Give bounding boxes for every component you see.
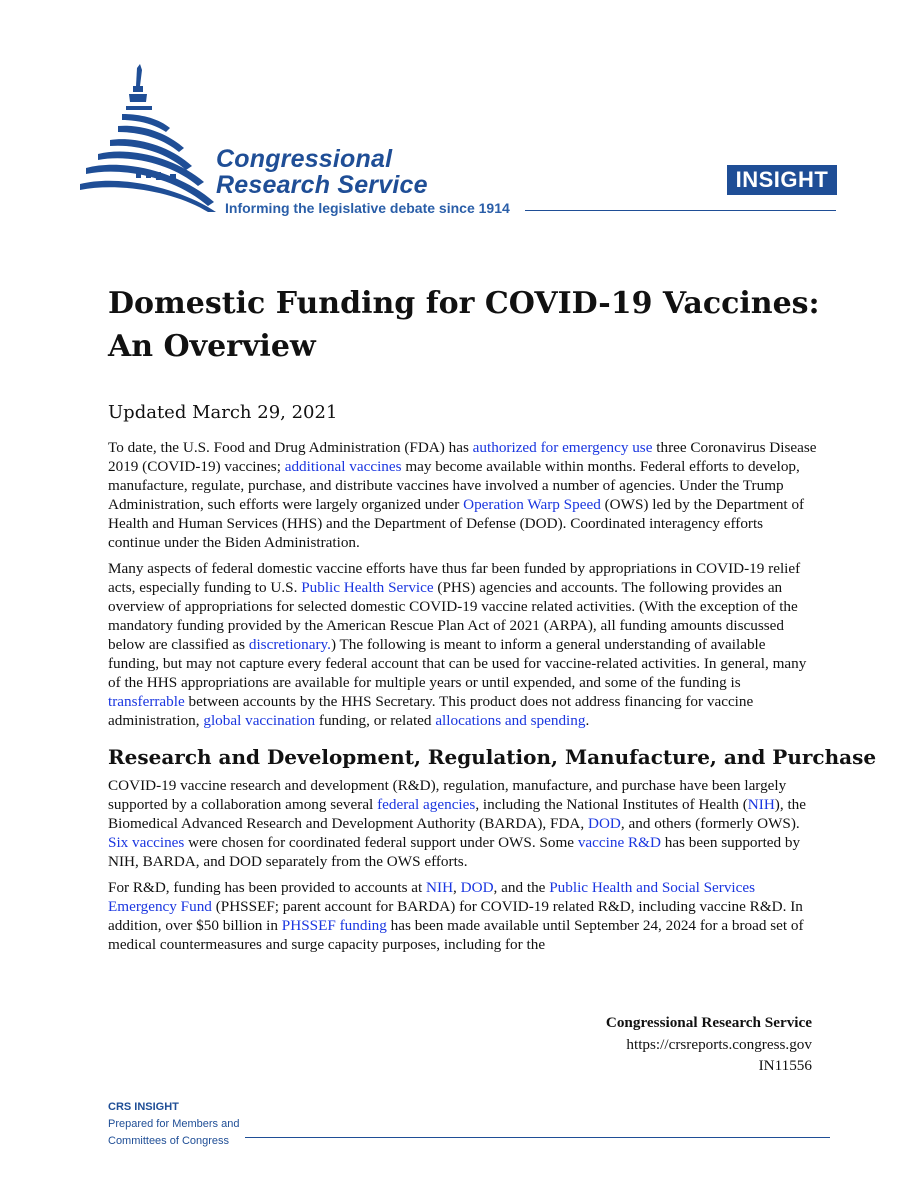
title-line-1: Domestic Funding for COVID-19 Vaccines:	[108, 286, 820, 321]
hyperlink[interactable]: vaccine R&D	[577, 834, 661, 851]
insight-badge: INSIGHT	[727, 165, 837, 195]
tagline: Informing the legislative debate since 1914	[225, 200, 510, 216]
hyperlink[interactable]: allocations and spending	[435, 712, 586, 729]
hyperlink[interactable]: transferrable	[108, 693, 185, 710]
hyperlink[interactable]: Six vaccines	[108, 834, 185, 851]
footer-info	[606, 1012, 812, 1077]
rd-collaboration-paragraph: COVID-19 vaccine research and development (R&D), regulation, manufacture, and purchase have been largely supported by a collaboration among several federal agencies, including the National Institutes of Health (NIH), the Biomedical Advanced Research and Development Authority (BARDA), FDA, DOD, and others (formerly OWS). Six vaccines were chosen for coordinated federal support under OWS. Some vaccine R&D has been supported by NIH, BARDA, and DOD separately from the OWS efforts.	[108, 777, 807, 870]
hyperlink[interactable]: discretionary.	[248, 636, 331, 653]
crs-insight-footer	[108, 1099, 239, 1150]
hyperlink[interactable]: DOD	[588, 815, 621, 832]
crs-insight-label: CRS INSIGHT	[108, 1101, 179, 1113]
footer-url[interactable]: https://crsreports.congress.gov	[626, 1035, 812, 1053]
page-title	[108, 282, 828, 368]
org-name-line2: Research Service	[216, 171, 428, 199]
updated-date: Updated March 29, 2021	[108, 402, 338, 423]
org-name-line1: Congressional	[216, 145, 393, 173]
report-id: IN11556	[758, 1057, 812, 1074]
hyperlink[interactable]: Public Health and Social Services Emergency Fund	[108, 879, 756, 915]
hyperlink[interactable]: federal agencies	[377, 796, 476, 813]
prepared-line-2: Committees of Congress	[108, 1135, 230, 1147]
funding-overview-paragraph: Many aspects of federal domestic vaccine efforts have thus far been funded by appropriations in COVID-19 relief acts, especially funding to U.S. Public Health Service (PHS) agencies and accounts. The following provides an overview of appropriations for selected domestic COVID-19 vaccine related activities. (With the exception of the mandatory funding provided by the American Rescue Plan Act of 2021 (ARPA), all funding amounts discussed below are classified as discretionary.) The following is meant to inform a general understanding of available funding, but may not capture every federal account that can be used for vaccine-related activities. In general, many of the HHS appropriations are available for multiple years or until expended, and some of the funding is transferrable between accounts by the HHS Secretary. This product does not address financing for vaccine administration, global vaccination funding, or related allocations and spending.	[108, 560, 807, 729]
header-rule	[525, 210, 836, 211]
hyperlink[interactable]: additional vaccines	[284, 458, 402, 475]
footer-rule	[245, 1137, 830, 1138]
hyperlink[interactable]: NIH	[426, 879, 454, 896]
report-header	[0, 0, 920, 230]
hyperlink[interactable]: PHSSEF funding	[281, 917, 387, 934]
hyperlink[interactable]: NIH	[747, 796, 775, 813]
capitol-dome-icon	[80, 62, 220, 212]
footer-org: Congressional Research Service	[605, 1014, 812, 1031]
document-body	[108, 438, 877, 961]
hyperlink[interactable]: Public Health Service	[301, 579, 434, 596]
prepared-line-1: Prepared for Members and	[108, 1118, 240, 1130]
rd-funding-paragraph: For R&D, funding has been provided to accounts at NIH, DOD, and the Public Health and Social Services Emergency Fund (PHSSEF; parent account for BARDA) for COVID-19 related R&D, including vaccine R&D. In addition, over $50 billion in PHSSEF funding has been made available until September 24, 2024 for a broad set of medical countermeasures and surge capacity purposes, including for the	[108, 879, 804, 953]
hyperlink[interactable]: authorized for emergency use	[472, 439, 653, 456]
org-logotype	[216, 146, 428, 198]
section-heading: Research and Development, Regulation, Manufacture, and Purchase	[108, 745, 877, 769]
hyperlink[interactable]: global vaccination	[203, 712, 316, 729]
hyperlink[interactable]: DOD	[460, 879, 494, 896]
title-line-2: An Overview	[108, 329, 316, 364]
hyperlink[interactable]: Operation Warp Speed	[463, 496, 601, 513]
intro-paragraph: To date, the U.S. Food and Drug Administration (FDA) has authorized for emergency use three Coronavirus Disease 2019 (COVID-19) vaccines; additional vaccines may become available within months. Federal efforts to develop, manufacture, regulate, purchase, and distribute vaccines have involved a number of agencies. Under the Trump Administration, such efforts were largely organized under Operation Warp Speed (OWS) led by the Department of Health and Human Services (HHS) and the Department of Defense (DOD). Coordinated interagency efforts continue under the Biden Administration.	[108, 439, 817, 551]
